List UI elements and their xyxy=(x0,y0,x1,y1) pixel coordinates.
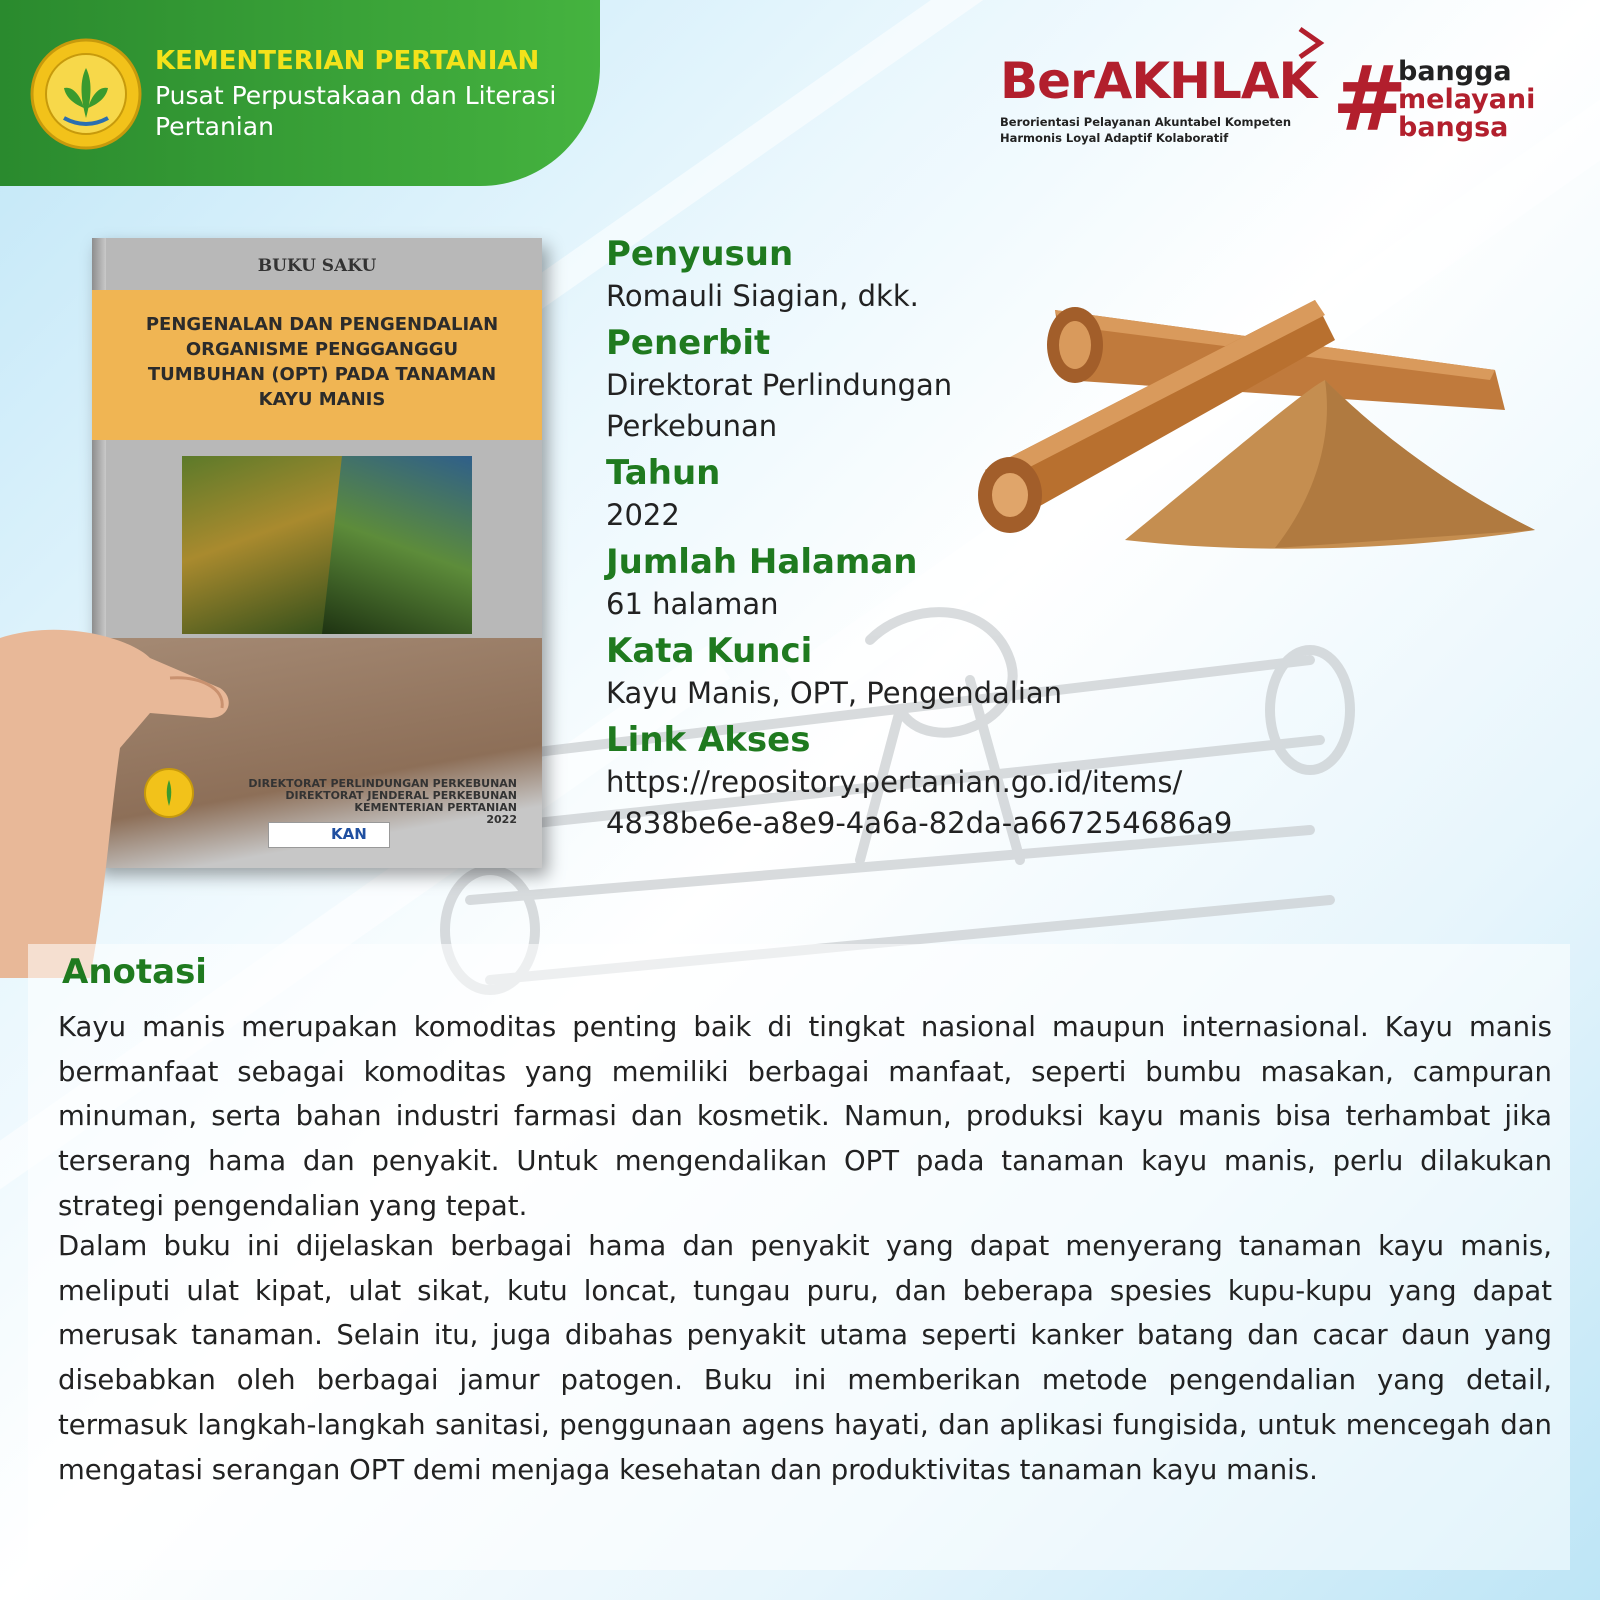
book-photos xyxy=(182,456,472,634)
book-publisher xyxy=(217,778,517,826)
slogan-word: bangga xyxy=(1398,56,1512,87)
slogan xyxy=(1398,58,1535,142)
link-akses-url-line[interactable]: https://repository.pertanian.go.id/items/ xyxy=(606,765,1183,799)
hand-illustration xyxy=(0,618,250,978)
book-metadata xyxy=(606,232,1366,844)
penyusun-value: Romauli Siagian, dkk. xyxy=(606,279,919,313)
caterpillar-photo xyxy=(182,456,342,634)
anotasi-paragraph: Dalam buku ini dijelaskan berbagai hama dan penyakit yang dapat menyerang tanaman kayu manis, meliputi ulat kipat, ulat sikat, kutu loncat, tungau puru, dan beberapa spesies kupu-kupu yang dapat merusak tanaman. Selain itu, juga dibahas penyakit utama seperti kanker batang dan cacar daun yang disebabkan oleh berbagai jamur patogen. Buku ini memberikan metode pengendalian yang detail, termasuk langkah-langkah sanitasi, penggunaan agens hayati, dan aplikasi fungisida, untuk mencegah dan mengatasi serangan OPT demi menjaga kesehatan dan produktivitas tanaman kayu manis. xyxy=(58,1230,1552,1486)
berakhlak-line-1: Berorientasi Pelayanan Akuntabel Kompeten xyxy=(1000,115,1292,129)
penerbit-label: Penerbit xyxy=(606,323,771,363)
berakhlak-wordmark: BerAKHLAK xyxy=(1000,52,1317,110)
kata-kunci-label: Kata Kunci xyxy=(606,631,813,671)
org-title: KEMENTERIAN PERTANIAN xyxy=(155,46,540,76)
book-publisher-line: DIREKTORAT PERLINDUNGAN PERKEBUNAN xyxy=(248,777,517,790)
berakhlak-logo xyxy=(1000,52,1317,152)
org-subtitle: Pusat Perpustakaan dan Literasi Pertanian xyxy=(155,81,557,141)
anotasi-title: Anotasi xyxy=(62,952,207,992)
chevron-right-icon xyxy=(1296,26,1326,60)
caterpillar-photo xyxy=(322,456,472,634)
berakhlak-line-2: Harmonis Loyal Adaptif Kolaboratif xyxy=(1000,131,1229,145)
book-cover-image xyxy=(0,238,560,998)
tahun-value: 2022 xyxy=(606,498,680,532)
book-publisher-line: KEMENTERIAN PERTANIAN xyxy=(354,801,517,814)
berakhlak-description xyxy=(1000,114,1320,146)
slogan-word: melayani xyxy=(1398,84,1536,115)
book-publisher-line: 2022 xyxy=(486,813,517,826)
kementan-logo-icon xyxy=(30,38,142,150)
tahun-label: Tahun xyxy=(606,453,721,493)
anotasi-paragraph: Kayu manis merupakan komoditas penting baik di tingkat nasional maupun internasional. Kayu manis bermanfaat sebagai komoditas yang memiliki berbagai manfaat, seperti bumbu masakan, campuran minuman, serta bahan industri farmasi dan kosmetik. Namun, produksi kayu manis bisa terhambat jika terserang hama dan penyakit. Untuk mengendalikan OPT pada tanaman kayu manis, perlu dilakukan strategi pengendalian yang tepat. xyxy=(58,1011,1552,1222)
link-akses-label: Link Akses xyxy=(606,720,811,760)
slogan-word: bangsa xyxy=(1398,112,1509,143)
book-publisher-line: DIREKTORAT JENDERAL PERKEBUNAN xyxy=(285,789,517,802)
kan-certification-badge xyxy=(268,822,390,848)
book-series: BUKU SAKU xyxy=(257,256,377,276)
halaman-label: Jumlah Halaman xyxy=(606,542,918,582)
hashtag-symbol: # xyxy=(1332,47,1408,152)
kan-label: KAN xyxy=(331,825,367,843)
penyusun-label: Penyusun xyxy=(606,234,794,274)
penerbit-value: Direktorat Perlindungan Perkebunan xyxy=(606,368,953,443)
kata-kunci-value: Kayu Manis, OPT, Pengendalian xyxy=(606,676,1063,710)
link-akses-url-line[interactable]: 4838be6e-a8e9-4a6a-82da-a667254686a9 xyxy=(606,806,1233,840)
header-banner xyxy=(0,0,600,186)
book-title: PENGENALAN DAN PENGENDALIAN ORGANISME PENGGANGGU TUMBUHAN (OPT) PADA TANAMAN KAYU MANIS xyxy=(145,314,499,410)
halaman-value: 61 halaman xyxy=(606,587,779,621)
